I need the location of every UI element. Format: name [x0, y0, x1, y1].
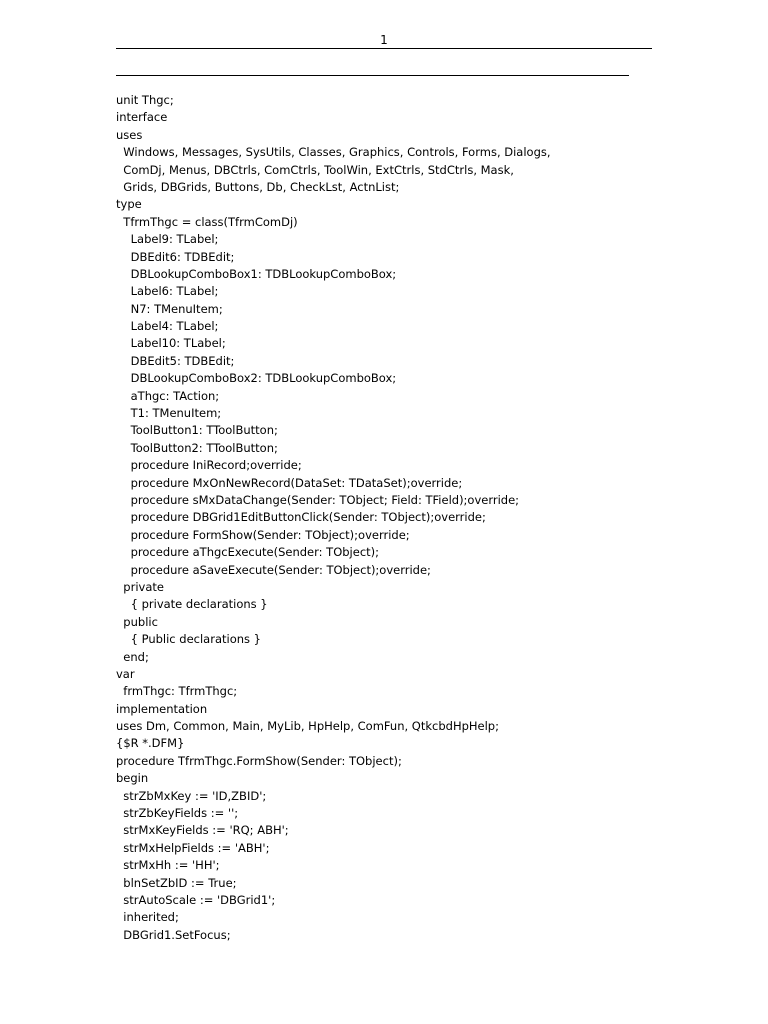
code-line: procedure aThgcExecute(Sender: TObject);: [116, 545, 380, 560]
code-line: { private declarations }: [116, 597, 268, 612]
code-line: Windows, Messages, SysUtils, Classes, Graphics, Controls, Forms, Dialogs,: [116, 145, 551, 160]
code-line: ComDj, Menus, DBCtrls, ComCtrls, ToolWin, ExtCtrls, StdCtrls, Mask,: [116, 162, 514, 177]
code-line: interface: [116, 110, 168, 125]
code-line: type: [116, 197, 142, 212]
code-line: strMxHelpFields := 'ABH';: [116, 840, 270, 855]
code-line: Label4: TLabel;: [116, 319, 219, 334]
code-line: inherited;: [116, 910, 179, 925]
code-line: frmThgc: TfrmThgc;: [116, 684, 238, 699]
code-line: T1: TMenuItem;: [116, 406, 222, 421]
code-line: Grids, DBGrids, Buttons, Db, CheckLst, ActnList;: [116, 179, 400, 194]
code-line: strZbKeyFields := '';: [116, 806, 239, 821]
code-line: N7: TMenuItem;: [116, 301, 223, 316]
page-number: 1: [380, 33, 388, 47]
code-line: strMxHh := 'HH';: [116, 858, 220, 873]
code-line: procedure TfrmThgc.FormShow(Sender: TObject);: [116, 753, 402, 768]
code-line: strZbMxKey := 'ID,ZBID';: [116, 788, 267, 803]
code-line: { Public declarations }: [116, 632, 261, 647]
code-line: uses Dm, Common, Main, MyLib, HpHelp, ComFun, QtkcbdHpHelp;: [116, 719, 499, 734]
code-line: TfrmThgc = class(TfrmComDj): [116, 214, 298, 229]
code-line: procedure sMxDataChange(Sender: TObject; Field: TField);override;: [116, 492, 520, 507]
code-line: end;: [116, 649, 149, 664]
code-listing: [116, 92, 696, 944]
code-line: DBEdit6: TDBEdit;: [116, 249, 235, 264]
code-line: strAutoScale := 'DBGrid1';: [116, 892, 276, 907]
code-line: procedure IniRecord;override;: [116, 458, 302, 473]
code-line: Label9: TLabel;: [116, 232, 219, 247]
code-line: procedure FormShow(Sender: TObject);override;: [116, 527, 410, 542]
code-line: begin: [116, 771, 149, 786]
code-line: DBGrid1.SetFocus;: [116, 927, 231, 942]
code-line: implementation: [116, 701, 208, 716]
code-line: var: [116, 666, 135, 681]
header-rule: [116, 48, 652, 49]
code-line: DBLookupComboBox1: TDBLookupComboBox;: [116, 266, 397, 281]
code-line: strMxKeyFields := 'RQ; ABH';: [116, 823, 289, 838]
code-line: ToolButton2: TToolButton;: [116, 440, 278, 455]
code-line: public: [116, 614, 158, 629]
code-line: uses: [116, 127, 143, 142]
code-line: DBEdit5: TDBEdit;: [116, 353, 235, 368]
code-line: {$R *.DFM}: [116, 736, 185, 751]
code-line: unit Thgc;: [116, 93, 174, 107]
code-line: blnSetZbID := True;: [116, 875, 237, 890]
code-line: procedure aSaveExecute(Sender: TObject);override;: [116, 562, 431, 577]
code-line: Label10: TLabel;: [116, 336, 226, 351]
code-line: private: [116, 579, 164, 594]
code-line: aThgc: TAction;: [116, 388, 220, 403]
code-line: ToolButton1: TToolButton;: [116, 423, 278, 438]
code-line: procedure DBGrid1EditButtonClick(Sender: TObject);override;: [116, 510, 486, 525]
code-line: Label6: TLabel;: [116, 284, 219, 299]
sub-rule: [116, 75, 629, 76]
code-line: procedure MxOnNewRecord(DataSet: TDataSet);override;: [116, 475, 463, 490]
code-line: DBLookupComboBox2: TDBLookupComboBox;: [116, 371, 397, 386]
